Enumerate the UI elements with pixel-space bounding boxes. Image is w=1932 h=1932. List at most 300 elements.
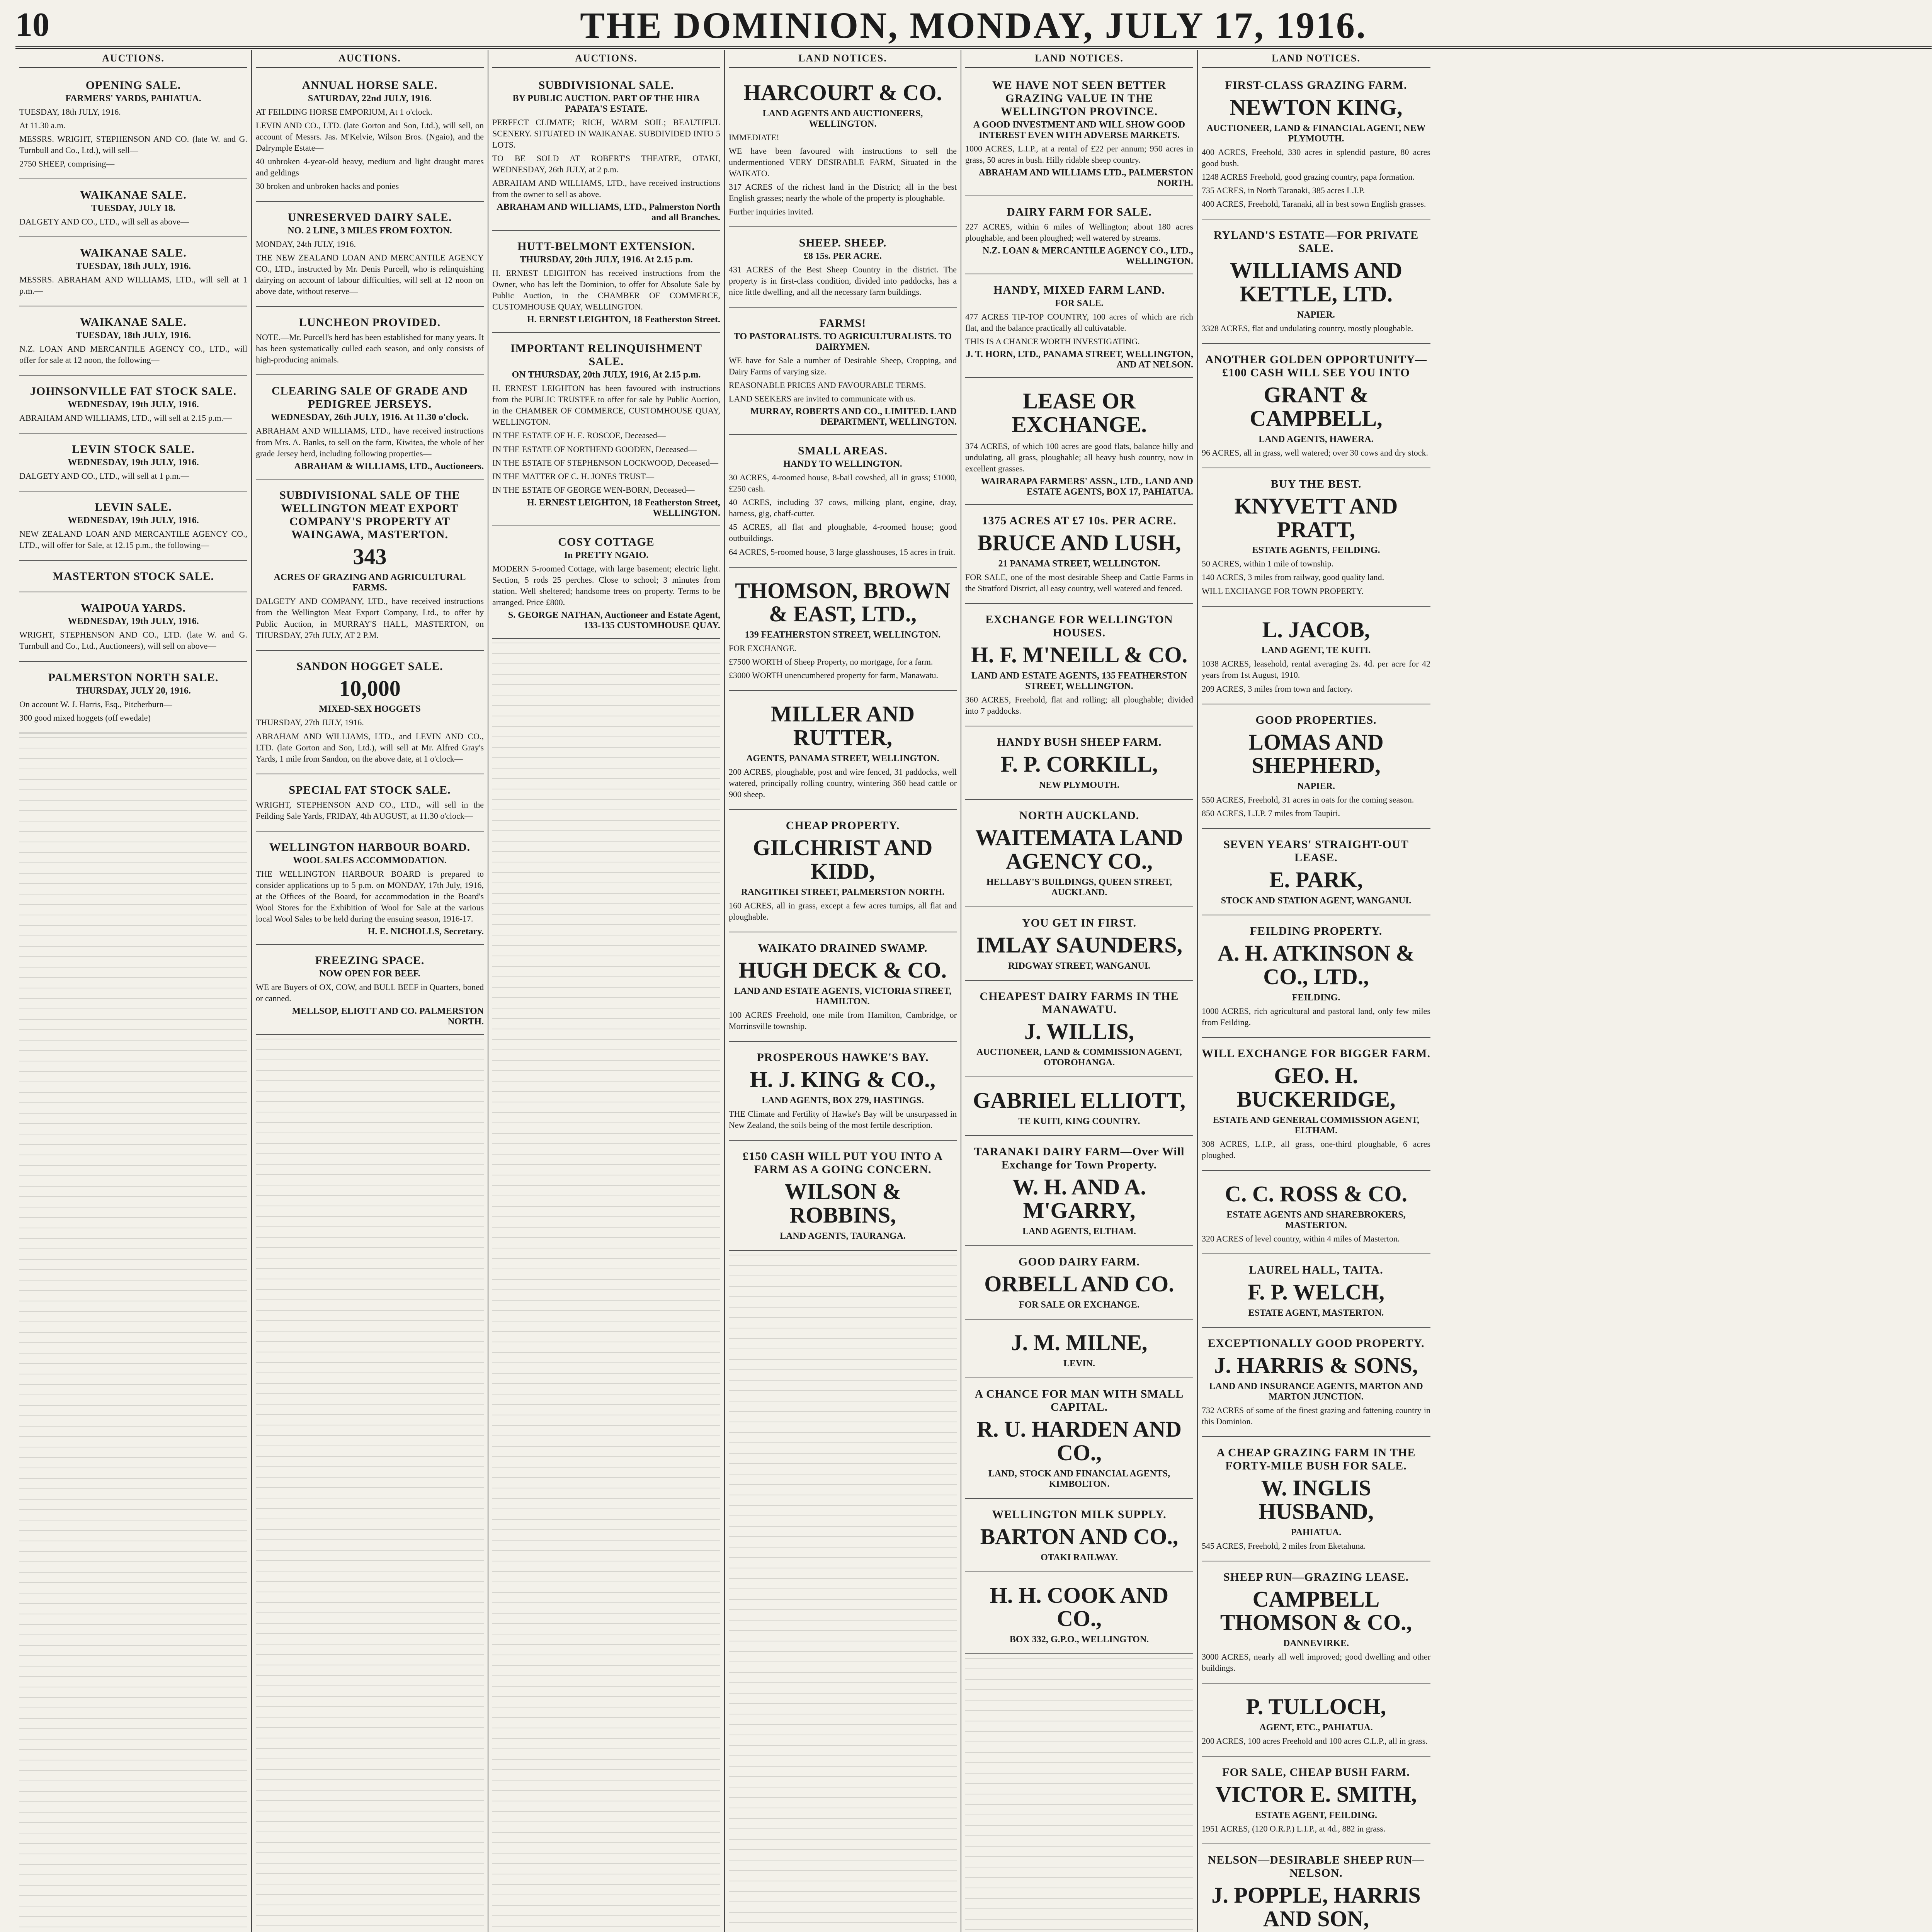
ad-body-line: IN THE ESTATE OF NORTHEND GOODEN, Deceased— <box>492 444 697 454</box>
ad-subhead: PAHIATUA. <box>1291 1527 1342 1537</box>
ad-body-line: WRIGHT, STEPHENSON AND CO., LTD., will sell in the Feilding Sale Yards, FRIDAY, 4th AUGUST, at 11.30 o'clock— <box>256 799 484 821</box>
ad-subhead: ACRES OF GRAZING AND AGRICULTURAL FARMS. <box>274 572 466 593</box>
advertisement <box>1202 1441 1430 1561</box>
ad-subhead: LAND, STOCK AND FINANCIAL AGENTS, KIMBOLTON. <box>988 1468 1170 1489</box>
advertisement <box>729 1046 957 1141</box>
ad-title: PROSPEROUS HAWKE'S BAY. <box>757 1051 929 1064</box>
ad-headline: NEWTON KING, <box>1230 95 1403 120</box>
column-1 <box>15 50 252 1932</box>
advertisement <box>729 439 957 567</box>
ad-subhead: AGENT, ETC., PAHIATUA. <box>1259 1723 1373 1733</box>
ad-headline: LOMAS AND SHEPHERD, <box>1248 729 1384 778</box>
advertisement <box>19 437 247 492</box>
ad-headline: 10,000 <box>339 675 401 701</box>
ad-body-line: NOTE.—Mr. Purcell's herd has been established for many years. It has been systematically culled each season, and only consists of high-producing animals. <box>256 332 484 365</box>
ad-subhead: RIDGWAY STREET, WANGANUI. <box>1008 961 1151 971</box>
advertisement <box>19 183 247 237</box>
advertisement <box>256 379 484 479</box>
ad-title: SHEEP. SHEEP. <box>799 236 887 250</box>
ad-body-line: THE WELLINGTON HARBOUR BOARD is prepared to consider applications up to 5 p.m. on MONDAY, 17th July, 1916, at the Offices of the Board, for accommodation in the Board's Wool Stores for the Exhibition of Wool for Sale at the various local Wool Sales to be held during the ensuing season, 1916-17. <box>256 869 484 923</box>
ad-title: SUBDIVISIONAL SALE. <box>538 79 674 92</box>
advertisement <box>965 1382 1193 1499</box>
ad-subhead: LAND AGENTS AND AUCTIONEERS, WELLINGTON. <box>762 108 923 129</box>
advertisement <box>965 804 1193 907</box>
ad-subhead: NO. 2 LINE, 3 MILES FROM FOXTON. <box>287 226 452 236</box>
ad-title: SANDON HOGGET SALE. <box>296 660 443 673</box>
ad-body-line: 200 ACRES, 100 acres Freehold and 100 acres C.L.P., all in grass. <box>1202 1736 1428 1746</box>
ad-title: SHEEP RUN—GRAZING LEASE. <box>1223 1570 1409 1583</box>
ad-body-line: 477 ACRES TIP-TOP COUNTRY, 100 acres of which are rich flat, and the balance practically all cultivatable. <box>965 312 1193 333</box>
ad-subhead: 21 PANAMA STREET, WELLINGTON. <box>998 558 1160 569</box>
ad-body-line: THE NEW ZEALAND LOAN AND MERCANTILE AGENCY CO., LTD., instructed by Mr. Denis Purcell, who is relinquishing dairying on account of labour difficulties, will sell at 12 noon on above date, without reserve— <box>256 253 484 296</box>
advertisement <box>19 495 247 561</box>
ad-title: MASTERTON STOCK SALE. <box>52 570 214 583</box>
advertisement <box>1202 708 1430 829</box>
ad-title: EXCHANGE FOR WELLINGTON HOUSES. <box>985 613 1173 639</box>
ad-body-line: 30 broken and unbroken hacks and ponies <box>256 181 399 191</box>
ad-body-line: DALGETY AND CO., LTD., will sell as above— <box>19 217 189 227</box>
advertisement <box>965 608 1193 726</box>
ad-headline: GILCHRIST AND KIDD, <box>753 835 933 884</box>
ad-body-line: 209 ACRES, 3 miles from town and factory. <box>1202 684 1353 694</box>
advertisement <box>19 73 247 179</box>
column-header: LAND NOTICES. <box>1202 50 1430 68</box>
ad-title: CHEAP PROPERTY. <box>786 819 900 832</box>
ad-body-line: 200 ACRES, ploughable, post and wire fenced, 31 paddocks, well watered, principally rolling country, wintering 360 head cattle or 900 sheep. <box>729 767 957 799</box>
ad-body-line: WE are Buyers of OX, COW, and BULL BEEF in Quarters, boned or canned. <box>256 982 484 1003</box>
ad-subhead: LAND AND INSURANCE AGENTS, MARTON AND MARTON JUNCTION. <box>1209 1381 1423 1402</box>
ad-body-line: WRIGHT, STEPHENSON AND CO., LTD. (late W. and G. Turnbull and Co., Ltd., Auctioneers), will sell on above— <box>19 630 247 651</box>
advertisement <box>492 530 720 639</box>
ad-headline: GABRIEL ELLIOTT, <box>973 1088 1186 1113</box>
ad-body-line: 735 ACRES, in North Taranaki, 385 acres L.I.P. <box>1202 185 1365 195</box>
advertisement <box>965 382 1193 505</box>
ad-subhead: DANNEVIRKE. <box>1283 1638 1349 1649</box>
ad-headline: F. P. CORKILL, <box>1000 752 1158 777</box>
ad-signature: ABRAHAM AND WILLIAMS LTD., PALMERSTON NORTH. <box>978 168 1193 189</box>
column-header: LAND NOTICES. <box>965 50 1193 68</box>
ad-headline: BRUCE AND LUSH, <box>977 530 1181 556</box>
ad-subhead: AUCTIONEER, LAND & FINANCIAL AGENT, NEW PLYMOUTH. <box>1206 123 1426 144</box>
ad-title: ANOTHER GOLDEN OPPORTUNITY—£100 CASH WILL SEE YOU INTO <box>1205 353 1427 379</box>
ad-subhead: ESTATE AGENT, FEILDING. <box>1255 1810 1378 1821</box>
advertisement <box>1202 1848 1430 1932</box>
ad-subhead: BY PUBLIC AUCTION. PART OF THE HIRA PAPATA'S ESTATE. <box>512 94 700 114</box>
advertisement <box>1202 611 1430 704</box>
ad-body-line: Further inquiries invited. <box>729 207 814 217</box>
advertisement <box>256 206 484 307</box>
ad-body-line: £3000 WORTH unencumbered property for farm, Manawatu. <box>729 670 938 680</box>
ad-title: WAIKANAE SALE. <box>80 189 187 202</box>
ad-headline: H. H. COOK AND CO., <box>990 1582 1169 1631</box>
ad-body-line: IN THE ESTATE OF STEPHENSON LOCKWOOD, Deceased— <box>492 457 719 468</box>
ad-title: CLEARING SALE OF GRADE AND PEDIGREE JERSEYS. <box>271 384 468 411</box>
ad-body-line: MODERN 5-roomed Cottage, with large basement; electric light. Section, 5 rods 25 perches. Close to school; 3 minutes from station. Well sheltered; handsome trees on property. Terms to be arranged. Price £800. <box>492 563 720 607</box>
ad-subhead: THURSDAY, 20th JULY, 1916. At 2.15 p.m. <box>520 255 693 265</box>
ad-headline: J. WILLIS, <box>1024 1019 1134 1044</box>
ad-body-line: 45 ACRES, all flat and ploughable, 4-roomed house; good outbuildings. <box>729 522 957 543</box>
column-header: AUCTIONS. <box>19 50 247 68</box>
column-4 <box>725 50 961 1932</box>
advertisement <box>256 835 484 945</box>
advertisement <box>256 949 484 1035</box>
ad-body-line: 400 ACRES, Freehold, 330 acres in splendid pasture, 80 acres good bush. <box>1202 147 1430 168</box>
ad-body-line: MESSRS. ABRAHAM AND WILLIAMS, LTD., will sell at 1 p.m.— <box>19 275 247 296</box>
advertisement <box>729 1145 957 1251</box>
ad-headline: LEASE OR EXCHANGE. <box>1012 388 1147 437</box>
ad-subhead: WEDNESDAY, 19th JULY, 1916. <box>68 400 199 410</box>
advertisement <box>256 483 484 651</box>
ad-headline: HARCOURT & CO. <box>743 80 942 105</box>
ad-body-line: H. ERNEST LEIGHTON has received instructions from the Owner, who has left the Dominion, to offer for Absolute Sale by Public Auction, in the CHAMBER OF COMMERCE, CUSTOMHOUSE QUAY, WELLINGTON. <box>492 268 720 312</box>
advertisement <box>965 1503 1193 1572</box>
advertisement <box>1202 1042 1430 1171</box>
ad-title: 1375 ACRES AT £7 10s. PER ACRE. <box>982 514 1177 527</box>
small-print-texture <box>256 1039 484 1932</box>
ad-body-line: FOR SALE, one of the most desirable Sheep and Cattle Farms in the Stratford District, all easy country, well watered and fenced. <box>965 572 1193 594</box>
ad-subhead: RANGITIKEI STREET, PALMERSTON NORTH. <box>741 887 945 898</box>
ad-headline: GEO. H. BUCKERIDGE, <box>1236 1063 1396 1112</box>
ad-body-line: 1000 ACRES, rich agricultural and pastoral land, only few miles from Feilding. <box>1202 1006 1430 1027</box>
ad-title: WILL EXCHANGE FOR BIGGER FARM. <box>1202 1047 1430 1060</box>
advertisement <box>965 1250 1193 1320</box>
ad-subhead: WEDNESDAY, 26th JULY, 1916. At 11.30 o'clock. <box>271 412 469 423</box>
column-3 <box>488 50 725 1932</box>
ad-title: FREEZING SPACE. <box>315 954 425 967</box>
ad-title: WELLINGTON HARBOUR BOARD. <box>269 840 471 854</box>
ad-body-line: H. ERNEST LEIGHTON has been favoured with instructions from the PUBLIC TRUSTEE to offer for sale by Public Auction, in the CHAMBER OF COMMERCE, CUSTOMHOUSE QUAY, WELLINGTON. <box>492 383 720 427</box>
ad-subhead: LEVIN. <box>1063 1358 1095 1369</box>
ad-headline: P. TULLOCH, <box>1246 1694 1386 1719</box>
ad-body-line: 360 ACRES, Freehold, flat and rolling; all ploughable; divided into 7 paddocks. <box>965 694 1193 716</box>
ad-subhead: WEDNESDAY, 19th JULY, 1916. <box>68 616 199 627</box>
ad-body-line: £7500 WORTH of Sheep Property, no mortgage, for a farm. <box>729 657 933 667</box>
advertisement <box>965 73 1193 196</box>
advertisement <box>965 1081 1193 1136</box>
ad-headline: J. POPPLE, HARRIS AND SON, <box>1211 1883 1421 1932</box>
ad-body-line: THE Climate and Fertility of Hawke's Bay will be unsurpassed in New Zealand, the soils being of the most fertile description. <box>729 1109 957 1130</box>
ad-title: HANDY BUSH SHEEP FARM. <box>997 736 1162 748</box>
ad-body-line: 3000 ACRES, nearly all well improved; good dwelling and other buildings. <box>1202 1652 1430 1673</box>
ad-body-line: 3328 ACRES, flat and undulating country, mostly ploughable. <box>1202 323 1413 333</box>
ad-body-line: 300 good mixed hoggets (off ewedale) <box>19 713 151 723</box>
advertisement <box>1202 1175 1430 1254</box>
ad-subhead: In PRETTY NGAIO. <box>564 550 649 560</box>
ad-body-line: 732 ACRES of some of the finest grazing and fattening country in this Dominion. <box>1202 1405 1430 1426</box>
advertisement <box>965 509 1193 604</box>
advertisement <box>965 911 1193 981</box>
ad-title: LEVIN STOCK SALE. <box>72 443 195 456</box>
advertisement <box>729 571 957 691</box>
advertisement <box>492 337 720 526</box>
ad-body-line: WE have for Sale a number of Desirable Sheep, Cropping, and Dairy Farms of varying size. <box>729 355 957 377</box>
advertisement <box>1202 348 1430 468</box>
ad-subhead: BOX 332, G.P.O., WELLINGTON. <box>1009 1634 1149 1645</box>
ad-body-line: 320 ACRES of level country, within 4 miles of Masterton. <box>1202 1233 1400 1243</box>
ad-body-line: 1000 ACRES, L.I.P., at a rental of £22 per annum; 950 acres in grass, 50 acres in bush. Hilly ridable sheep country. <box>965 144 1193 165</box>
ad-signature: H. ERNEST LEIGHTON, 18 Featherston Street, WELLINGTON. <box>527 497 720 518</box>
ad-title: BUY THE BEST. <box>1270 477 1362 490</box>
page-number: 10 <box>15 6 49 44</box>
ad-body-line: DALGETY AND CO., LTD., will sell at 1 p.m.— <box>19 471 189 481</box>
ad-subhead: HANDY TO WELLINGTON. <box>783 459 902 469</box>
ad-subhead: TUESDAY, 18th JULY, 1916. <box>76 330 191 341</box>
ad-title: SPECIAL FAT STOCK SALE. <box>289 783 451 796</box>
advertisement <box>256 311 484 375</box>
ad-headline: WAITEMATA LAND AGENCY CO., <box>975 825 1183 874</box>
ad-subhead: ESTATE AGENT, MASTERTON. <box>1248 1308 1384 1318</box>
ad-subhead: ON THURSDAY, 20th JULY, 1916, At 2.15 p.m. <box>512 370 701 380</box>
ad-subhead: STOCK AND STATION AGENT, WANGANUI. <box>1221 896 1412 906</box>
ad-headline: E. PARK, <box>1269 867 1363 893</box>
ad-subhead: LAND AND ESTATE AGENTS, VICTORIA STREET, HAMILTON. <box>734 986 952 1007</box>
advertisement <box>1202 223 1430 344</box>
ad-headline: W. H. AND A. M'GARRY, <box>1012 1174 1146 1223</box>
ad-subhead: NAPIER. <box>1297 781 1335 792</box>
advertisement <box>19 379 247 434</box>
ad-title: A CHANCE FOR MAN WITH SMALL CAPITAL. <box>975 1387 1184 1413</box>
ad-title: A CHEAP GRAZING FARM IN THE FORTY-MILE BUSH FOR SALE. <box>1216 1446 1416 1472</box>
ad-body-line: IN THE ESTATE OF H. E. ROSCOE, Deceased— <box>492 430 666 440</box>
ad-headline: MILLER AND RUTTER, <box>770 701 915 750</box>
ad-body-line: THIS IS A CHANCE WORTH INVESTIGATING. <box>965 337 1140 347</box>
ad-headline: C. C. ROSS & CO. <box>1225 1181 1408 1206</box>
column-2 <box>252 50 488 1932</box>
ad-subhead: TUESDAY, JULY 18. <box>91 203 175 214</box>
ad-subhead: HELLABY'S BUILDINGS, QUEEN STREET, AUCKLAND. <box>986 877 1172 898</box>
ad-title: WAIKANAE SALE. <box>80 316 187 329</box>
ad-body-line: 64 ACRES, 5-roomed house, 3 large glasshouses, 15 acres in fruit. <box>729 547 956 557</box>
ad-headline: L. JACOB, <box>1262 617 1370 642</box>
ad-subhead: MIXED-SEX HOGGETS <box>319 704 421 714</box>
ad-subhead: THURSDAY, JULY 20, 1916. <box>76 685 191 696</box>
ad-body-line: 1038 ACRES, leasehold, rental averaging 2s. 4d. per acre for 42 years from 1st August, 1910. <box>1202 659 1430 680</box>
ad-body-line: MESSRS. WRIGHT, STEPHENSON AND CO. (late W. and G. Turnbull and Co., Ltd.), will sell— <box>19 134 247 155</box>
ad-body-line: 160 ACRES, all in grass, except a few acres turnips, all flat and ploughable. <box>729 901 957 922</box>
column-header: AUCTIONS. <box>256 50 484 68</box>
advertisement <box>729 814 957 932</box>
ad-subhead: ESTATE AND GENERAL COMMISSION AGENT, ELTHAM. <box>1213 1115 1420 1136</box>
ad-headline: J. HARRIS & SONS, <box>1214 1352 1418 1378</box>
ad-body-line: MONDAY, 24th JULY, 1916. <box>256 239 356 249</box>
ad-title: SEVEN YEARS' STRAIGHT-OUT LEASE. <box>1223 838 1409 864</box>
ad-body-line: 850 ACRES, L.I.P. 7 miles from Taupiri. <box>1202 808 1340 818</box>
ad-subhead: OTAKI RAILWAY. <box>1041 1552 1118 1563</box>
ad-body-line: IMMEDIATE! <box>729 132 779 142</box>
ad-title: WELLINGTON MILK SUPPLY. <box>992 1508 1167 1521</box>
advertisement <box>729 311 957 435</box>
advertisement <box>965 278 1193 378</box>
ad-headline: W. INGLIS HUSBAND, <box>1258 1475 1374 1524</box>
ad-signature: MELLSOP, ELIOTT AND CO. PALMERSTON NORTH. <box>292 1006 484 1027</box>
advertisement <box>492 73 720 231</box>
advertisement <box>1202 919 1430 1038</box>
ad-title: CHEAPEST DAIRY FARMS IN THE MANAWATU. <box>980 990 1179 1016</box>
ad-body-line: 40 unbroken 4-year-old heavy, medium and light draught mares and geldings <box>256 156 484 178</box>
ad-subhead: AUCTIONEER, LAND & COMMISSION AGENT, OTOROHANGA. <box>976 1047 1182 1068</box>
ad-subhead: LAND AGENTS, BOX 279, HASTINGS. <box>762 1095 924 1105</box>
ad-title: LAUREL HALL, TAITA. <box>1249 1263 1383 1276</box>
advertisement <box>1202 1760 1430 1844</box>
advertisement <box>729 231 957 308</box>
ad-body-line: 308 ACRES, L.I.P., all grass, one-third ploughable, 6 acres ploughed. <box>1202 1139 1430 1160</box>
ad-body-line: On account W. J. Harris, Esq., Pitcherburn— <box>19 699 172 709</box>
small-print-texture <box>492 643 720 1932</box>
ad-title: ANNUAL HORSE SALE. <box>302 79 438 92</box>
ad-title: WAIKANAE SALE. <box>80 247 187 260</box>
ad-subhead: WOOL SALES ACCOMMODATION. <box>293 855 447 866</box>
ad-subhead: NOW OPEN FOR BEEF. <box>319 968 420 979</box>
ad-title: LEVIN SALE. <box>95 501 172 514</box>
ad-body-line: WILL EXCHANGE FOR TOWN PROPERTY. <box>1202 586 1364 596</box>
ad-headline: F. P. WELCH, <box>1247 1279 1385 1304</box>
advertisement <box>965 730 1193 800</box>
ad-title: OPENING SALE. <box>85 79 181 92</box>
ad-title: DAIRY FARM FOR SALE. <box>1007 206 1152 219</box>
ad-body-line: PERFECT CLIMATE; RICH, WARM SOIL; BEAUTIFUL SCENERY. SITUATED IN WAIKANAE. SUBDIVIDED INTO 5 LOTS. <box>492 117 720 150</box>
advertisement <box>1202 1332 1430 1437</box>
ad-body-line: TO BE SOLD AT ROBERT'S THEATRE, OTAKI, WEDNESDAY, 26th JULY, at 2 p.m. <box>492 153 720 175</box>
ad-title: JOHNSONVILLE FAT STOCK SALE. <box>30 385 237 398</box>
ad-body-line: At 11.30 a.m. <box>19 121 66 131</box>
ad-subhead: FEILDING. <box>1292 993 1340 1003</box>
advertisement <box>1202 833 1430 915</box>
ad-body-line: REASONABLE PRICES AND FAVOURABLE TERMS. <box>729 380 926 390</box>
ad-subhead: TUESDAY, 18th JULY, 1916. <box>76 261 191 272</box>
ad-body-line: 30 ACRES, 4-roomed house, 8-bail cowshed, all in grass; £1000, £250 cash. <box>729 473 957 494</box>
ad-title: RYLAND'S ESTATE—FOR PRIVATE SALE. <box>1213 229 1419 255</box>
ad-subhead: 139 FEATHERSTON STREET, WELLINGTON. <box>745 630 941 640</box>
ad-title: GOOD DAIRY FARM. <box>1018 1255 1140 1269</box>
advertisement <box>1202 1258 1430 1328</box>
ad-body-line: 400 ACRES, Freehold, Taranaki, all in best sown English grasses. <box>1202 199 1426 209</box>
ad-subhead: FOR SALE. <box>1055 298 1104 309</box>
ad-subhead: LAND AGENTS, HAWERA. <box>1259 434 1374 444</box>
ad-headline: IMLAY SAUNDERS, <box>976 932 1182 957</box>
ad-title: EXCEPTIONALLY GOOD PROPERTY. <box>1208 1337 1425 1350</box>
advertisement <box>256 73 484 202</box>
ad-title: COSY COTTAGE <box>558 535 655 548</box>
ad-subhead: LAND AND ESTATE AGENTS, 135 FEATHERSTON STREET, WELLINGTON. <box>971 670 1187 691</box>
newspaper-title: THE DOMINION, MONDAY, JULY 17, 1916. <box>580 5 1367 46</box>
ad-body-line: ABRAHAM AND WILLIAMS, LTD., have received instructions from Mrs. A. Banks, to sell on the farm, Kiwitea, the whole of her grade Jersey herd, including following properties— <box>256 426 484 458</box>
ad-title: FARMS! <box>819 317 866 330</box>
advertisement <box>729 936 957 1042</box>
ad-signature: ABRAHAM AND WILLIAMS, LTD., Palmerston North and all Branches. <box>497 202 720 223</box>
ad-body-line: 96 ACRES, all in grass, well watered; over 30 cows and dry stock. <box>1202 447 1428 457</box>
masthead <box>15 4 1932 49</box>
ad-body-line: 545 ACRES, Freehold, 2 miles from Eketahuna. <box>1202 1541 1366 1551</box>
ad-title: GOOD PROPERTIES. <box>1255 713 1377 726</box>
ad-title: £150 CASH WILL PUT YOU INTO A FARM AS A GOING CONCERN. <box>742 1150 943 1176</box>
ad-subhead: A GOOD INVESTMENT AND WILL SHOW GOOD INTEREST EVEN WITH ADVERSE MARKETS. <box>973 120 1185 140</box>
ad-body-line: N.Z. LOAN AND MERCANTILE AGENCY CO., LTD., will offer for sale at 12 noon, the following— <box>19 344 247 365</box>
advertisement <box>729 73 957 227</box>
advertisement <box>19 565 247 592</box>
ad-body-line: ABRAHAM AND WILLIAMS, LTD., will sell at 2.15 p.m.— <box>19 413 232 423</box>
ad-headline: WILSON & ROBBINS, <box>784 1179 901 1228</box>
advertisement <box>965 985 1193 1078</box>
ad-signature: J. T. HORN, LTD., PANAMA STREET, WELLINGTON, AND AT NELSON. <box>966 349 1193 370</box>
ad-subhead: TE KUITI, KING COUNTRY. <box>1018 1116 1140 1127</box>
ad-subhead: ESTATE AGENTS AND SHAREBROKERS, MASTERTON. <box>1226 1209 1406 1230</box>
column-header: AUCTIONS. <box>492 50 720 68</box>
ad-title: WE HAVE NOT SEEN BETTER GRAZING VALUE IN THE WELLINGTON PROVINCE. <box>992 79 1167 118</box>
ad-subhead: £8 15s. PER ACRE. <box>803 251 882 262</box>
ad-subhead: SATURDAY, 22nd JULY, 1916. <box>308 94 432 104</box>
ad-subhead: LAND AGENTS, TAURANGA. <box>780 1231 906 1241</box>
ad-body-line: NEW ZEALAND LOAN AND MERCANTILE AGENCY CO., LTD., will offer for Sale, at 12.15 p.m., the following— <box>19 529 247 550</box>
ad-body-line: 2750 SHEEP, comprising— <box>19 159 115 169</box>
ad-title: HANDY, MIXED FARM LAND. <box>993 284 1165 297</box>
ad-body-line: THURSDAY, 27th JULY, 1916. <box>256 718 364 728</box>
ad-title: FOR SALE, CHEAP BUSH FARM. <box>1222 1766 1410 1779</box>
ad-signature: ABRAHAM & WILLIAMS, LTD., Auctioneers. <box>294 461 484 471</box>
ad-title: SMALL AREAS. <box>798 444 888 457</box>
advertisement <box>1202 472 1430 607</box>
advertisement <box>965 1323 1193 1378</box>
ad-headline: WILLIAMS AND KETTLE, LTD. <box>1230 258 1403 306</box>
ad-signature: N.Z. LOAN & MERCANTILE AGENCY CO., LTD., WELLINGTON. <box>983 246 1193 267</box>
ad-body-line: 140 ACRES, 3 miles from railway, good quality land. <box>1202 572 1384 582</box>
ad-body-line: TUESDAY, 18th JULY, 1916. <box>19 107 121 117</box>
advertisement <box>19 241 247 306</box>
column-header: LAND NOTICES. <box>729 50 957 68</box>
ad-body-line: LEVIN AND CO., LTD. (late Gorton and Son, Ltd.), will sell, on account of Messrs. Jas. M'Kelvie, Wilson Bros. (Ngaio), and the Dalrymple Estate— <box>256 121 484 153</box>
ad-subhead: NAPIER. <box>1297 310 1335 320</box>
ad-title: NELSON—DESIRABLE SHEEP RUN—NELSON. <box>1208 1854 1425 1880</box>
ad-title: YOU GET IN FIRST. <box>1022 916 1136 929</box>
ad-body-line: AT FEILDING HORSE EMPORIUM, At 1 o'clock. <box>256 107 433 117</box>
ad-subhead: TO PASTORALISTS. TO AGRICULTURALISTS. TO DAIRYMEN. <box>733 332 952 352</box>
ad-signature: S. GEORGE NATHAN, Auctioneer and Estate Agent, 133-135 CUSTOMHOUSE QUAY. <box>508 610 720 631</box>
column-5 <box>961 50 1198 1932</box>
ad-headline: VICTOR E. SMITH, <box>1215 1782 1417 1807</box>
ad-body-line: 317 ACRES of the richest land in the District; all in the best English grasses; nearly the whole of the property is ploughable. <box>729 182 957 203</box>
advertisement <box>19 596 247 662</box>
ad-subhead: FARMERS' YARDS, PAHIATUA. <box>65 94 201 104</box>
ad-body-line: DALGETY AND COMPANY, LTD., have received instructions from the Wellington Meat Export Company, Ltd., to offer by Public Auction, in MURRAY'S HALL, MASTERTON, on THURSDAY, 27th JULY, AT 2 P.M. <box>256 596 484 640</box>
advertisement <box>1202 1565 1430 1684</box>
ad-title: UNRESERVED DAIRY SALE. <box>287 211 452 224</box>
advertisement <box>965 1140 1193 1246</box>
ad-body-line: WE have been favoured with instructions to sell the undermentioned VERY DESIRABLE FARM, Situated in the WAIKATO. <box>729 146 957 178</box>
ad-signature: H. E. NICHOLLS, Secretary. <box>367 926 484 937</box>
advertisement <box>492 235 720 333</box>
advertisement <box>256 655 484 774</box>
ad-subhead: LAND AGENTS, ELTHAM. <box>1022 1226 1136 1237</box>
advertisement <box>965 200 1193 274</box>
ad-headline: H. F. M'NEILL & CO. <box>971 642 1188 668</box>
advertisement <box>256 778 484 832</box>
ad-body-line: 40 ACRES, including 37 cows, milking plant, engine, dray, harness, gig, chaff-cutter. <box>729 497 957 519</box>
ad-body-line: ABRAHAM AND WILLIAMS, LTD., have received instructions from the owner to sell as above. <box>492 178 720 199</box>
ad-title: IMPORTANT RELINQUISHMENT SALE. <box>510 342 702 368</box>
small-print-texture <box>19 737 247 1932</box>
ad-body-line: 50 ACRES, within 1 mile of township. <box>1202 559 1334 569</box>
ad-body-line: ABRAHAM AND WILLIAMS, LTD., and LEVIN AND CO., LTD. (late Gorton and Son, Ltd.), will sell at Mr. Alfred Gray's Yards, 1 mile from Sandon, on the above date, at 1 o'clock— <box>256 731 484 764</box>
ad-title: FEILDING PROPERTY. <box>1250 925 1383 938</box>
ad-signature: WAIRARAPA FARMERS' ASSN., LTD., LAND AND ESTATE AGENTS, BOX 17, PAHIATUA. <box>981 476 1193 497</box>
ad-signature: H. ERNEST LEIGHTON, 18 Featherston Street. <box>527 315 720 325</box>
ad-subhead: LAND AGENT, TE KUITI. <box>1261 645 1371 656</box>
ad-subhead: FOR SALE OR EXCHANGE. <box>1019 1300 1140 1310</box>
small-print-texture <box>965 1658 1193 1932</box>
advertisement <box>1202 73 1430 219</box>
ad-subhead: AGENTS, PANAMA STREET, WELLINGTON. <box>746 753 939 764</box>
advertisement <box>729 695 957 810</box>
advertisement <box>965 1576 1193 1655</box>
